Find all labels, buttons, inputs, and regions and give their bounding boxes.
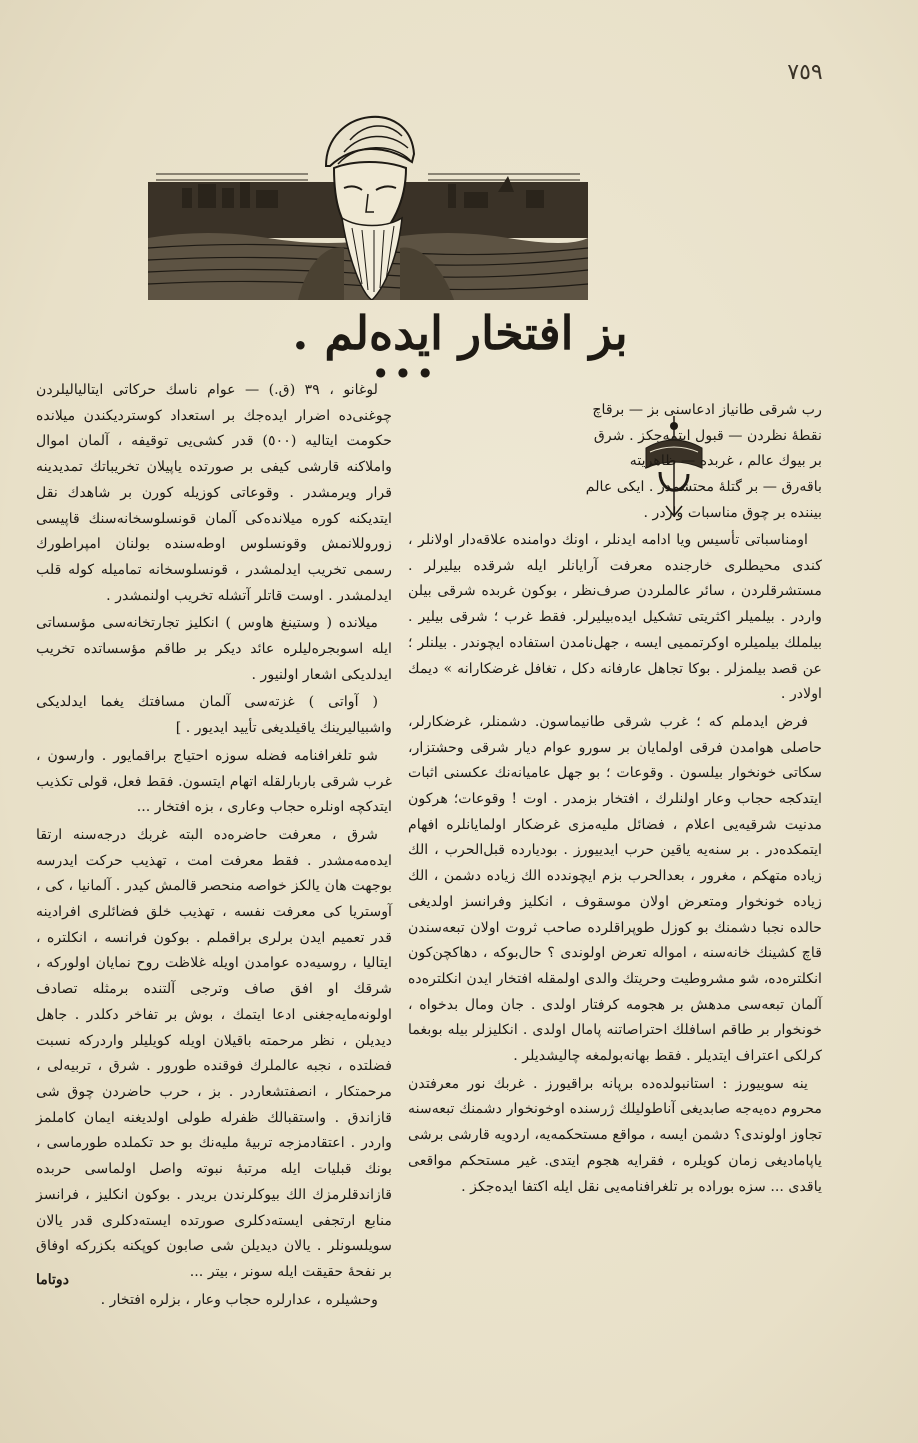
intro-line: نقطهٔ نظردن — قبول ایتمه‌جکز . شرق <box>593 427 822 444</box>
article-paragraph: ینه سوییورز : استانبولده‌ده برپانه براقیورز . غربك نور معرفتدن محروم ده‌یه‌جه صابدیغی آناطولیلك ژرسنده اوخونخوار دشمنك تبعه‌سنه تجاوز اولوندی؟ دشمن ایسه ، مواقع مستحکمه‌یه، اردویه قارشی برشی یاپامادیغی زمان کویلره ، فقرایه هجوم ایتدی. غیر مستحکم مواقعی یاقدی ... سزه بوراده بر تلغرافنامه‌یی نقل ایله اکتفا ایده‌جکز . <box>408 1075 822 1195</box>
intro-line: رب شرقی طانیاز ادعاسنی بز — برقاچ <box>592 402 822 418</box>
title-ornament: ● ● ● <box>375 365 435 379</box>
right-column <box>408 528 822 1202</box>
article-paragraph: میلانده ( وستینغ هاوس ) انکلیز تجارتخانه‌سی مؤسساتی ایله اسوبجره‌لیلره عائد دیکر بر طاقم مؤسساتده تخریب ایدلدیکی اشعار اولنیور . <box>36 615 392 683</box>
left-column <box>36 378 392 1315</box>
intro-line: بیننده بر چوق مناسبات واردر . <box>643 504 822 521</box>
header-illustration <box>148 88 588 300</box>
page-title: بز افتخار ایده‌لم . <box>292 306 628 360</box>
page-number: ٧٥٩ <box>787 60 823 85</box>
article-paragraph: ( آواتی ) غزته‌سی آلمان مسافتك یغما ایدلدیکی واشبیالیرینك یاقیلدیغی تأیید ایدیور . ] <box>36 694 392 737</box>
article-paragraph: شو تلغرافنامه فضله سوزه احتیاج براقمایور . وارسون ، غرب شرقی باربارلقله اتهام ایتسون. فقط فعل، قولی تکذیب ایتدکچه اونلره حجاب وعاری ، بزه افتخار ... <box>36 747 392 816</box>
closing-line: وحشیلره ، عدارلره حجاب وعار ، بزلره افتخار . <box>100 1291 378 1308</box>
telegram-paragraph: لوغانو ، ٣٩ (ق.) — عوام ناسك حركاتی ایتالیالیلردن چوغنی‌ده اضرار ایده‌جك بر استعداد کوستردیکندن میلانده حکومت ایتالیه (٥٠٠) قدر کشی‌یی توقیفه ، آلمان اموال واملاکنه قارشی کیفی بر صورتده یاپیلان تخریباتك تمدیدینه قرار ویرمشدر . وقوعاتی کوزیله کورن بر شاهدك نقل ایتدیکنه کوره میلانده‌کی آلمان قونسلوسخانه‌سنك قاپیسی زوروللانمش وقونسلوس اوطه‌سنده بولنان امپراطورك رسمی تخریب ایدلمشدر ، قونسلوسخانه تمامیله کوله قلب ایدلمشدر . اوست قاتلر آتشله تخریب اولنمشدر . <box>36 382 393 604</box>
article-paragraph: شرق ، معرفت حاضره‌ده البته غربك درجه‌سنه ارتقا ایده‌مه‌مشدر . فقط معرفت امت ، تهذیب حرکت ایدرسه بوجهت هان یالکز خواصه منحصر قالمش کیدر . آلمانیا ، کی ، آوستریا کی معرفت نفسه ، تهذیب خلق فضائلری افرادینه قدر تعمیم ایدن برلری براقملم . بوکون فرانسه ، انکلتره ، ایتالیا ، روسیه‌ده عوامدن اویله غلاظت روح نمایان اولورکه ، شرقك او افق صاف وترجی آلتنده برمثله تصادف اولونه‌مایه‌جغنی ادعا ایتمك ، بوش بر تفاخر دکلدر . جاهل دیدیلن ، نظر مرحمته باقیلان اویله کویلیلر واردرکه نسبت فضلتده ، نجبه عالملرك فوقنده طورور . شرق ، تربیه‌لی ، مرحمتکار ، انصفتشعاردر . بز ، حرب حاضردن چوق شی قازاندق . واستقبالك ظفرله طولی اولدیغنه ایمان کاملمز واردر . اعتقادمزجه تربیهٔ ملیه‌نك بو حد تکملده طورماسی ، بونك قبلیات ایله مرتبهٔ نبوته واصل اولماسی حربده قازاندقلرمزك الك بیوکلرندن بریدر . بوکون انکلیز ، فرانسز منابع ارتجفی ایسته‌دکلری صورتده ایسته‌دکلری قدر یالان سویلسونلر . یالان دیدیلن شی صابون کوپکنه بکزرکه اوفاق بر نفحهٔ حقیقت ایله سونر ، بیتر ... <box>36 826 392 1280</box>
article-paragraph: فرض ایدملم که ؛ غرب شرقی طانیماسون. دشمنلر، غرضکارلر، حاصلی هوامدن فرقی اولمایان بر سورو عوام دیار شرقی وحشتزار، سکاتی خونخوار بیلسون . وقوعات ؛ بو جهل عامیانه‌نك عکسنی اثبات ایتدکجه حجاب وعار اولنلرك ، افتخار بزمدر . اوت ! وقوعات؛ هرکون مدنیت شرقیه‌یی اعلام ، فضائل ملیه‌مزی غرضکار اولمایانلره افهام ایتمکده‌در . بر سنه‌یه یاقین حرب ایدییورز . بودیارده قبل‌الحرب ، الك زیاده متهکم ، مغرور ، بعدالحرب بزم ایچوندده الك زیاده دشمن ، الك زیاده خونخوار ومتعرض اولان موسقوف ، انکلیز وفرانسز اولدیغی حالده نجبا دشمنك بو کوزل طوپراقلرده صاحب ثروت اولان تبعه‌سندن قاچ کشینك خانه‌سنه ، امواله تعرض اولوندی ؟ حال‌بوکه ، دهاکچن‌کون انکلتره‌ده، شو مشروطیت وحریتك والدی اولمقله افتخار ایدن انکلتره‌ده آلمان تبعه‌سی مدهش بر هجومه کرفتار اولدی . جان ومال بدخواه ، خونخوار بر طاقم اسافلك احتراصاتنه پامال اولدی . انکلیزلر بیله بوبغما کرلکی اعتراف ایتدیلر . فقط بهانه‌بولمغه چالیشدیلر . <box>408 713 822 1065</box>
intro-line: بر بیوك عالم ، غربده — ظاهریته <box>629 453 822 470</box>
right-column-intro <box>522 398 822 527</box>
author-signature: دوتاما <box>36 1272 69 1288</box>
intro-line: باقه‌رق — بر گتلهٔ محتشمدر . ایکی عالم <box>585 479 822 496</box>
article-paragraph: اومناسباتی تأسیس ویا ادامه ایدنلر ، اونك دوامنده علاقه‌دار اولانلر ، کندی محیطلری خارجنده معرفت آرایانلر ایله شرقده بیلیرلر . مستشرقلردن ، سائر عالملردن صرف‌نظر ، بوکون غربده شرقی بیلن واردر . بیلمیلر اکثریتی تشکیل ایده‌بیلیرلر. فقط غرب ؛ شرقی بیلیر . بیلملك بیلمیلره اوکرتممیی ایسه ، جهل‌نامدن استفاده ایچوندر . بیلنلر ؛ عن قصد بیلمزلر . بوکا تجاهل عارفانه دکل ، تغافل غرضکارانه » دیمك اولادر . <box>408 532 822 703</box>
